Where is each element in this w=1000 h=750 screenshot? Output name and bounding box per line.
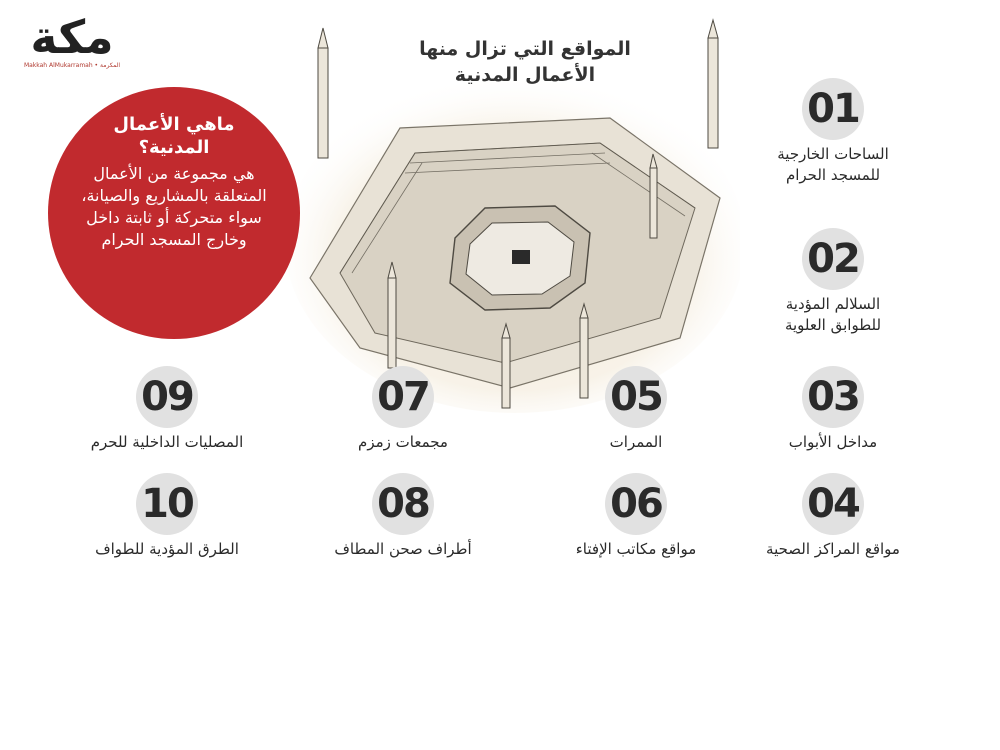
item-label: مواقع المراكز الصحية <box>766 540 900 558</box>
location-item-08 <box>293 473 513 560</box>
item-label: أطراف صحن المطاف <box>334 540 472 558</box>
item-label: الطرق المؤدية للطواف <box>95 540 239 558</box>
location-item-07 <box>293 366 513 453</box>
location-item-02 <box>723 228 943 336</box>
title-line-1: المواقع التي تزال منها <box>419 38 631 60</box>
item-label-line-2: للمسجد الحرام <box>785 166 881 184</box>
item-label: مداخل الأبواب <box>788 433 878 451</box>
item-label-line-1: السلالم المؤدية <box>785 295 881 313</box>
item-label: مجمعات زمزم <box>358 433 448 451</box>
number-badge: 09 <box>136 366 198 428</box>
number-badge: 01 <box>802 78 864 140</box>
info-answer: هي مجموعة من الأعمال المتعلقة بالمشاريع والصيانة، سواء متحركة أو ثابتة داخل وخارج المسجد الحرام <box>81 164 267 249</box>
title-line-2: الأعمال المدنية <box>454 64 596 86</box>
logo-subtitle: Makkah AlMukarramah • المكرمة <box>23 62 121 69</box>
number-badge: 04 <box>802 473 864 535</box>
number-badge: 10 <box>136 473 198 535</box>
location-item-03 <box>723 366 943 453</box>
number-badge: 07 <box>372 366 434 428</box>
info-circle <box>48 87 300 339</box>
location-item-01 <box>723 78 943 186</box>
logo-text: مكة <box>30 10 114 64</box>
location-item-10 <box>57 473 277 560</box>
item-label: المصليات الداخلية للحرم <box>90 433 244 451</box>
item-label: الممرات <box>609 433 663 451</box>
number-badge: 03 <box>802 366 864 428</box>
location-item-05 <box>526 366 746 453</box>
number-badge: 02 <box>802 228 864 290</box>
number-badge: 08 <box>372 473 434 535</box>
item-label-line-2: للطوابق العلوية <box>784 316 882 334</box>
page-title <box>400 36 650 88</box>
location-item-06 <box>526 473 746 560</box>
item-label-line-1: الساحات الخارجية <box>777 145 889 163</box>
item-label: مواقع مكاتب الإفتاء <box>575 540 697 558</box>
number-badge: 06 <box>605 473 667 535</box>
info-question: ماهي الأعمال المدنية؟ <box>113 114 235 158</box>
logo <box>12 10 132 70</box>
location-item-04 <box>723 473 943 560</box>
number-badge: 05 <box>605 366 667 428</box>
location-item-09 <box>57 366 277 453</box>
